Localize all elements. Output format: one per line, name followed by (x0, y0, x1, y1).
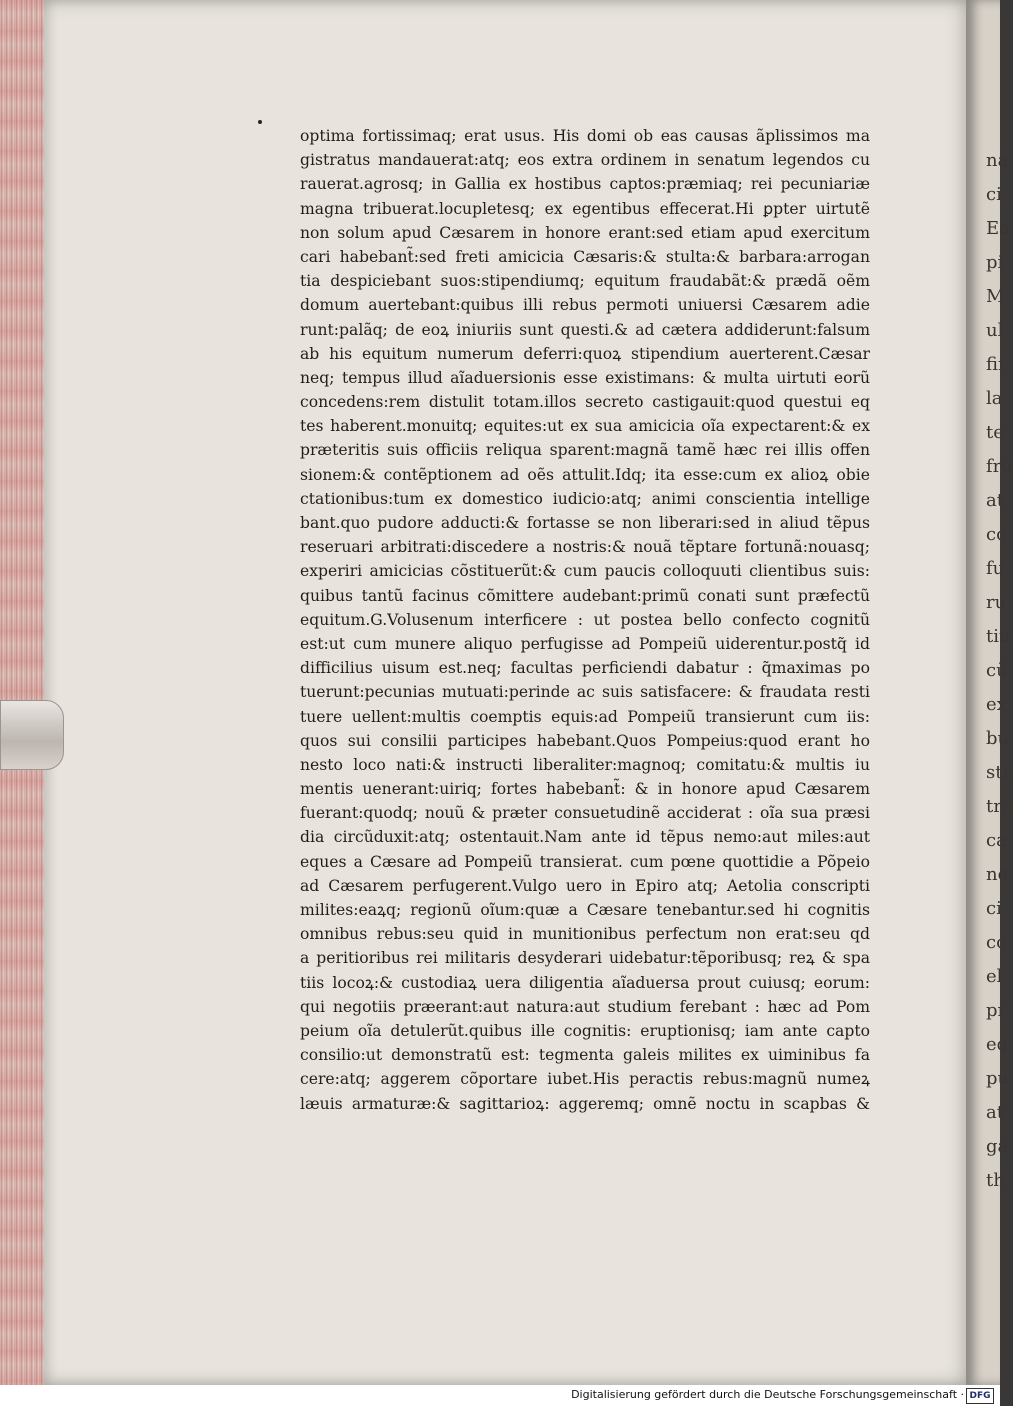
text-line: equitum.G.Volusenum interficere : ut postea bello confecto cognitũ (300, 610, 870, 629)
facing-page-fragment: la (986, 388, 1003, 409)
facing-page-fragment: ex (986, 694, 1007, 715)
facing-page-fragment: tiu (986, 626, 1011, 647)
ink-mark (258, 120, 262, 124)
facing-page-fragment: ru (986, 592, 1007, 613)
text-line: dia circũduxit:atq; ostentauit.Nam ante id tẽpus nemo:aut miles:aut (300, 828, 870, 847)
facing-page-fragment: na (986, 150, 1009, 171)
text-line: læuis armaturæ:& sagittarioꝝ: aggeremq; omnẽ noctu in scapbas & (300, 1094, 870, 1113)
text-line: cari habebant̃:sed freti amicicia Cæsaris:& stulta:& barbara:arrogan (300, 247, 870, 266)
facing-page-fragment: el (986, 966, 1003, 987)
facing-page-fragment: fu (986, 558, 1005, 579)
facing-page-fragment: str (986, 762, 1012, 783)
text-line: magna tribuerat.locupletesq; ex egentibus effecerat.Hi ꝑpter uirtutẽ (300, 199, 870, 218)
facing-page-fragment: ga (986, 1136, 1009, 1157)
facing-page-fragment: ci (986, 898, 1002, 919)
text-line: sionem:& contẽptionem ad oẽs attulit.Idq; ita esse:cum ex alioꝝ obie (300, 465, 870, 484)
text-line: optima fortissimaq; erat usus. His domi ob eas causas ãplissimos ma (300, 127, 870, 145)
text-line: reseruari arbitrati:discedere a nostris:& nouã tẽptare fortunã:nouasq; (300, 538, 870, 557)
facing-page-fragment: tra (986, 796, 1013, 817)
facing-page-fragment: fir (986, 354, 1007, 375)
facing-page-fragment: at (986, 490, 1004, 511)
facing-page-fragment: te (986, 422, 1004, 443)
text-line: mentis uenerant:uiriq; fortes habebant̃: & in honore apud Cæsarem (300, 780, 870, 799)
facing-page-fragment: ca (986, 830, 1007, 851)
text-line: qui negotiis præerant:aut natura:aut studium ferebant : hæc ad Pom (300, 997, 870, 1016)
facing-page-fragment: co (986, 524, 1007, 545)
text-line: neq; tempus illud aĩaduersionis esse existimans: & multa uirtuti eorũ (300, 368, 870, 387)
text-line: tiis locoꝝ:& custodiaꝝ uera diligentia aĩaduersa prout cuiusq; eorum: (300, 973, 870, 992)
text-line: est:ut cum munere aliquo perfugisse ad Pompeiũ uiderentur.postq̃ id (300, 634, 870, 653)
text-line: domum auertebant:quibus illi rebus permoti uniuersi Cæsarem adie (300, 296, 870, 315)
dfg-logo-icon: DFG (966, 1388, 994, 1404)
text-line: difficilius uisum est.neq; facultas perficiendi dabatur : q̃maximas po (300, 659, 870, 678)
facing-page-fragment: pi (986, 252, 1004, 273)
facing-page-fragment: pr (986, 1000, 1007, 1021)
text-line: ab his equitum numerum deferri:quoꝝ stipendium auerterent.Cæsar (300, 344, 870, 363)
text-line: præteritis suis officiis reliqua sparent:magnã tamẽ hæc rei illis offen (300, 441, 870, 460)
footer-credit: Digitalisierung gefördert durch die Deutsche Forschungsgemeinschaft · (571, 1388, 964, 1401)
footer-bar (0, 1385, 1000, 1406)
text-line: cere:atq; aggerem cõportare iubet.His peractis rebus:magnũ numeꝝ (300, 1070, 870, 1089)
facing-page-fragment: bu (986, 728, 1010, 749)
facing-page-fragment: M (986, 286, 1005, 307)
text-line: tuerunt:pecunias mutuati:perinde ac suis satisfacere: & fraudata resti (300, 683, 870, 702)
text-line: a peritioribus rei militaris desyderari uidebatur:tẽporibusq; reꝝ & spa (300, 949, 870, 968)
book-page-edges (0, 0, 48, 1385)
facing-page-fragment: pu (986, 1068, 1010, 1089)
text-line: experiri amicicias cõstituerũt:& cum paucis colloquuti clientibus suis: (300, 562, 870, 581)
text-line: quibus tantũ facinus cõmittere audebant:primũ conati sunt præfectũ (300, 586, 870, 605)
text-line: non solum apud Cæsarem in honore erant:sed etiam apud exercitum (300, 223, 870, 242)
text-line: nesto loco nati:& instructi liberaliter:magnoq; comitatu:& multis iu (300, 755, 870, 774)
facing-page-fragment: fru (986, 456, 1013, 477)
text-line: ctationibus:tum ex domestico iudicio:atq; animi conscientia intellige (300, 489, 870, 508)
text-line: consilio:ut demonstratũ est: tegmenta galeis milites ex uiminibus fa (300, 1046, 870, 1065)
facing-page-fragment: cū (986, 660, 1008, 681)
text-line: tuere uellent:multis coemptis equis:ad Pompeiũ transierunt cum iis: (300, 707, 870, 726)
facing-page-edge (966, 0, 1013, 1385)
text-line: milites:eaꝝq; regionũ oĩum:quæ a Cæsare tenebantur.sed hi cognitis (300, 901, 870, 919)
facing-page-fragment: eq (986, 1034, 1009, 1055)
text-line: tia despiciebant suos:stipendiumq; equitum fraudabãt:& prædã oẽm (300, 272, 870, 291)
text-line: runt:palãq; de eoꝝ iniuriis sunt questi.& ad cætera addiderunt:falsum (300, 320, 870, 339)
facing-page-fragment: ci (986, 184, 1002, 205)
page-clip (0, 700, 64, 770)
text-line: concedens:rem distulit totam.illos secreto castigauit:quod questui eq (300, 393, 870, 412)
facing-page-fragment: ne (986, 864, 1009, 885)
facing-page-fragment: Ea (986, 218, 1010, 239)
page-text-block (300, 124, 870, 1116)
text-line: tes haberent.monuitq; equites:ut ex sua amicicia oĩa expectarent:& ex (300, 417, 870, 436)
text-line: fuerant:quodq; nouũ & præter consuetudinẽ acciderat : oĩa sua præsi (300, 804, 870, 823)
facing-page-fragment: ul (986, 320, 1004, 341)
facing-page-fragment: co (986, 932, 1007, 953)
text-line: ad Cæsarem perfugerent.Vulgo uero in Epiro atq; Aetolia conscripti (300, 876, 870, 895)
text-line: eques a Cæsare ad Pompeiũ transierat. cum pœne quottidie a Põpeio (300, 852, 870, 871)
text-line: omnibus rebus:seu quid in munitionibus perfectum non erat:seu qd (300, 925, 870, 944)
text-line: quos sui consilii participes habebant.Quos Pompeius:quod erant ho (300, 731, 870, 750)
facing-page-fragment: at (986, 1102, 1004, 1123)
text-line: rauerat.agrosq; in Gallia ex hostibus captos:præmiaq; rei pecuniariæ (300, 175, 870, 194)
text-line: gistratus mandauerat:atq; eos extra ordinem in senatum legendos cu (300, 151, 870, 170)
facing-page-fragment: th (986, 1170, 1005, 1191)
text-line: peium oĩa detulerũt.quibus ille cognitis: eruptionisq; iam ante capto (300, 1021, 870, 1040)
text-line: bant.quo pudore adducti:& fortasse se non liberari:sed in aliud tẽpus (300, 514, 870, 532)
